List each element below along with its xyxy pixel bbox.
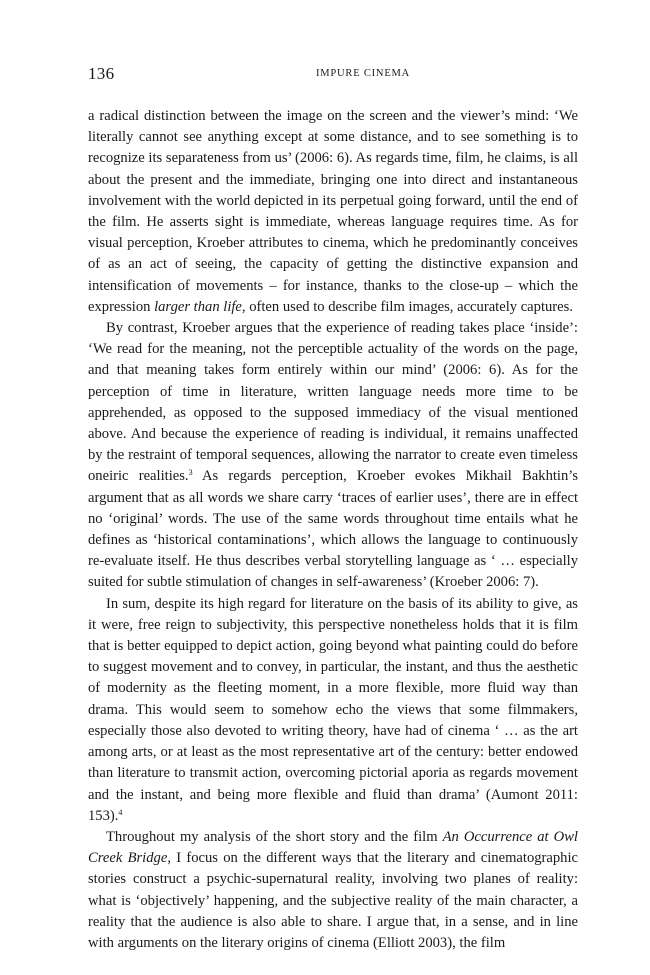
text-run: a radical distinction between the image on the screen and the viewer’s mind: ‘We literally cannot see anything except at some distance, and to see something is to recognize its separateness from us’ (2006: 6). As regards time, film, he claims, is all about the present and the immediate, bringing one into direct and instantaneous involvement with the world depicted in its perpetual going forward, until the end of the film. He asserts sight is immediate, whereas language requires time. As for visual perception, Kroeber attributes to cinema, which he predominantly conceives of as an act of seeing, the capacity of getting the distinctive expansion and intensification of movements – for instance, thanks to the close-up – which the expression — [88, 108, 578, 315]
text-run: , I focus on the different ways that the literary and cinematographic stories construct a psychic-supernatural reality, involving two planes of reality: what is ‘objectively’ happening, and the subjective reality of the main character, a reality that the audience is also able to share. I argue that, in a sense, and in line with arguments on the literary origins of cinema (Elliott 2003), the film — [88, 850, 579, 951]
paragraph — [88, 594, 578, 827]
italic-term: larger than life — [154, 298, 242, 315]
film-title: An Occurrence at Owl Creek Bridge — [88, 828, 578, 867]
text-run: As regards perception, Kroeber evokes Mikhail Bakhtin’s argument that as all words we share carry ‘traces of earlier uses’, there are in effect no ‘original’ words. The use of the same words throughout time entails what he defines as ‘historical contaminations’, which allows the language to continuously re-evaluate itself. He thus describes verbal storytelling language as ‘ … especially suited for subtle stimulation of changes in self-awareness’ (Kroeber 2006: 7). — [88, 468, 579, 591]
paragraph — [88, 318, 578, 594]
running-head: IMPURE CINEMA — [315, 68, 411, 79]
footnote-marker[interactable]: 3 — [188, 468, 193, 478]
text-run: , often used to describe film images, accurately captures. — [241, 298, 573, 315]
paragraph — [88, 106, 578, 318]
paragraph — [88, 827, 578, 954]
body-text — [88, 106, 578, 954]
footnote-marker[interactable]: 4 — [118, 807, 123, 817]
text-run: In sum, despite its high regard for literature on the basis of its ability to give, as it were, free reign to subjectivity, this perspective nonetheless holds that it is film that is better equipped to depict action, going beyond what painting could do before to suggest movement and to convey, in particular, the instant, and thus the aesthetic of modernity as the fleeting moment, in a more flexible, more fluid way than drama. This would seem to somehow echo the views that some filmmakers, especially those also devoted to writing theory, have had of cinema ‘ … as the art among arts, or at least as the most representative art of the century: better endowed than literature to transmit action, overcoming pictorial aporia as regards movement and the instant, and being more flexible and fluid than drama’ (Aumont 2011: 153). — [88, 595, 578, 824]
page-number: 136 — [88, 64, 115, 83]
text-run: By contrast, Kroeber argues that the experience of reading takes place ‘inside’: ‘We read for the meaning, not the perceptible actuality of the words on the page, and that meaning takes form entirely within our mind’ (2006: 6). As for the perception of time in literature, written language needs more time to be apprehended, as opposed to the supposed immediacy of the visual mentioned above. And because the experience of reading is individual, it remains unaffected by the restraint of temporal sequences, allowing the narrator to create even timeless oneiric realities. — [88, 320, 578, 485]
text-run: Throughout my analysis of the short story and the film — [106, 828, 443, 845]
page-header — [88, 64, 578, 86]
